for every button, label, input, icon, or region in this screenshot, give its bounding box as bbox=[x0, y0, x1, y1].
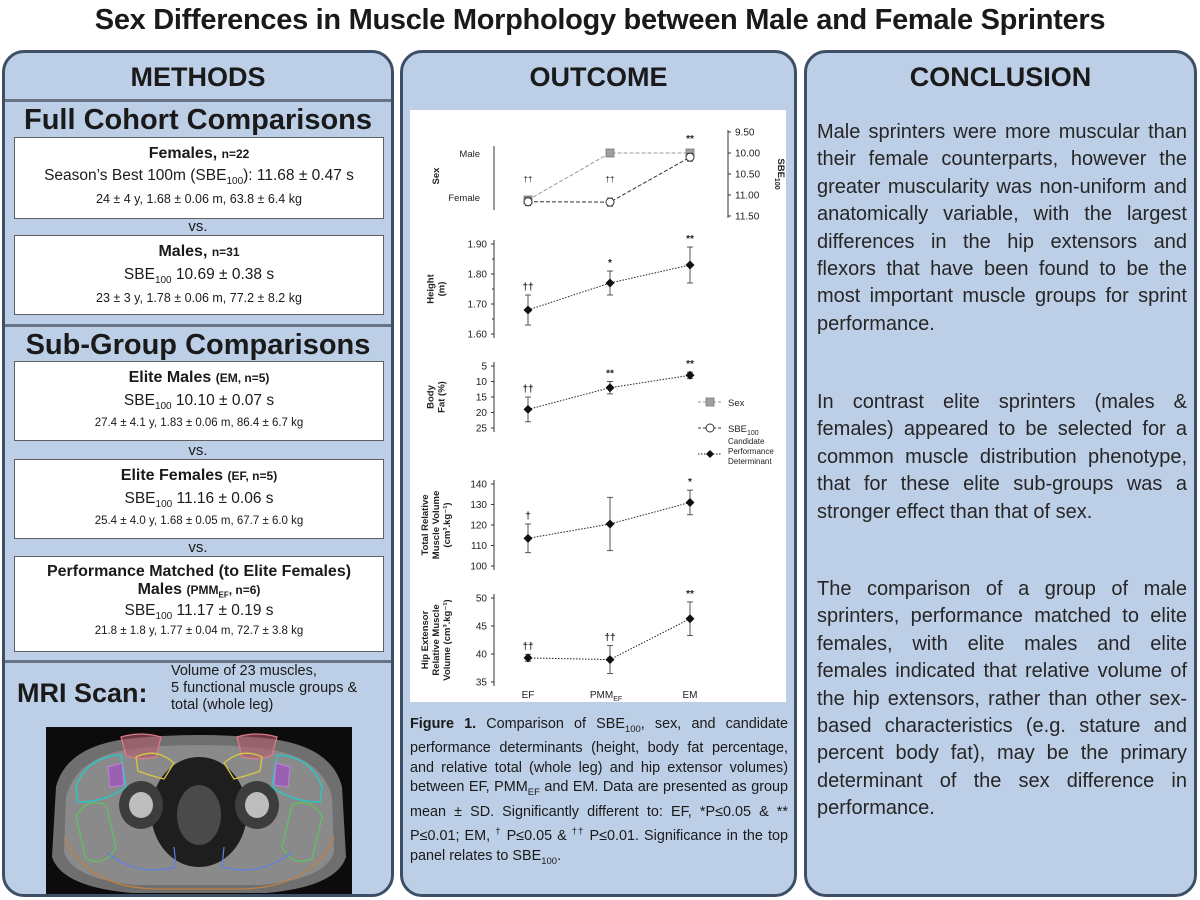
y-tick-label: 20 bbox=[475, 408, 487, 419]
y-tick-label: 35 bbox=[475, 677, 487, 689]
sbe-point bbox=[686, 153, 694, 161]
mri-title: MRI Scan: bbox=[17, 678, 148, 708]
elite-females-sbe: SBE bbox=[124, 490, 156, 507]
data-point bbox=[606, 383, 615, 392]
y-tick-label: 110 bbox=[471, 541, 487, 552]
elite-females-sbe-sub: 100 bbox=[155, 499, 173, 511]
elite-females-stats: 25.4 ± 4.0 y, 1.68 ± 0.05 m, 67.7 ± 6.0 kg bbox=[94, 515, 304, 528]
y-tick-label: 140 bbox=[470, 479, 487, 491]
males-sbe-sub: 100 bbox=[154, 275, 172, 287]
poster-title: Sex Differences in Muscle Morphology between Male and Female Sprinters bbox=[94, 4, 1106, 36]
data-point bbox=[524, 534, 533, 543]
sub-group-title: Sub-Group Comparisons bbox=[25, 329, 371, 361]
pm-males-sbe-value: 11.17 ± 0.19 s bbox=[172, 602, 274, 620]
data-point bbox=[524, 306, 533, 315]
y-tick-label: 45 bbox=[475, 621, 487, 633]
mri-scan-image bbox=[46, 727, 352, 895]
sbe-point bbox=[606, 198, 614, 206]
y-tick-label: 40 bbox=[475, 649, 487, 661]
series-line bbox=[528, 375, 690, 409]
elite-males-sbe-value: 10.10 ± 0.07 s bbox=[171, 392, 275, 409]
males-sbe-value: 10.69 ± 0.38 s bbox=[171, 266, 275, 283]
significance-marker: ** bbox=[686, 588, 694, 600]
significance-marker: ** bbox=[606, 368, 614, 380]
y-tick-label: 10 bbox=[475, 377, 487, 388]
data-point bbox=[686, 261, 695, 270]
males-sbe: SBE bbox=[123, 266, 155, 283]
legend-cpd-label-3: Determinant bbox=[728, 457, 772, 466]
legend-sbe-label: $SBE_{100}$ bbox=[728, 424, 759, 437]
vs-label: vs. bbox=[188, 218, 208, 235]
males-box bbox=[14, 235, 384, 315]
vs-label-2: vs. bbox=[188, 442, 208, 459]
y-axis-label-line: Muscle Volume bbox=[431, 490, 442, 560]
data-point bbox=[686, 614, 695, 623]
males-label: Males, bbox=[158, 243, 208, 260]
females-label: Females, bbox=[148, 145, 218, 162]
y2-tick-label: 10.50 bbox=[735, 169, 761, 181]
elite-males-box bbox=[14, 361, 384, 441]
significance-marker: ** bbox=[686, 359, 694, 371]
significance-marker: † bbox=[525, 510, 531, 522]
elite-males-tag: (EM, n=5) bbox=[215, 371, 270, 385]
significance-marker: †† bbox=[522, 384, 534, 395]
y-axis-label bbox=[420, 491, 453, 559]
conclusion-paragraph-1: Male sprinters were more muscular than their female counterparts, however the greater muscularity was non-uniform and anatomically variable, with the largest differences in the hip extensors and flexors that have been found to be the most important muscle groups for sprint performance. bbox=[817, 121, 1187, 335]
y-axis-label-line: Volume (cm³.kg⁻¹) bbox=[442, 599, 453, 681]
legend-sex-marker bbox=[706, 398, 714, 406]
elite-females-box bbox=[14, 459, 384, 539]
y-tick-label: 100 bbox=[470, 561, 487, 573]
y2-axis-label-text: $SBE_{100}$ bbox=[773, 158, 786, 190]
y-axis-label-line: Height bbox=[425, 274, 437, 304]
data-point bbox=[686, 498, 695, 507]
mri-description bbox=[171, 663, 386, 714]
y-axis-label bbox=[426, 381, 448, 413]
females-sb-sub: 100 bbox=[226, 176, 244, 188]
y-tick-label: 1.70 bbox=[467, 299, 487, 311]
y-axis-label-line: Body bbox=[425, 385, 437, 409]
significance-marker: †† bbox=[522, 641, 534, 653]
pm-males-tag: ($PMM_{EF}$, n=6) bbox=[186, 583, 261, 600]
y-axis-label-line: (m) bbox=[436, 281, 448, 297]
y2-tick-label: 11.50 bbox=[735, 211, 760, 223]
males-stats: 23 ± 3 y, 1.78 ± 0.06 m, 77.2 ± 8.2 kg bbox=[96, 291, 302, 306]
significance-marker: * bbox=[688, 477, 692, 489]
elite-males-sbe-sub: 100 bbox=[154, 401, 172, 413]
y-tick-label: 50 bbox=[475, 593, 487, 605]
males-n: n=31 bbox=[211, 245, 240, 259]
y-tick-label: 120 bbox=[470, 520, 487, 532]
figure-1 bbox=[410, 110, 786, 702]
y-axis-label bbox=[420, 599, 453, 680]
legend-cpd-label-1: Candidate bbox=[728, 437, 765, 446]
y-tick-label: 1.60 bbox=[467, 329, 487, 341]
pm-males-label-2: Males bbox=[137, 581, 183, 598]
full-cohort-title: Full Cohort Comparisons bbox=[24, 104, 372, 136]
x-tick-label: EM bbox=[682, 690, 698, 701]
y-axis-label bbox=[426, 273, 448, 303]
conclusion-paragraph-3: The comparison of a group of male sprinters, performance matched to elite females, with elite males and elite females indicated that relative volume of the hip extensors, rather than other sex-based characteristics (e.g. stature and percent body fat), may be the primary determinant of the sex difference in performance. bbox=[817, 578, 1187, 820]
figure-1-chart bbox=[410, 110, 786, 702]
legend-sex-label: Sex bbox=[728, 398, 745, 409]
y-tick-label: Female bbox=[448, 193, 480, 204]
legend-cpd-label-2: Performance bbox=[728, 447, 774, 456]
pm-males-box bbox=[14, 556, 384, 652]
y2-tick-label: 11.00 bbox=[735, 190, 760, 202]
y-tick-label: 15 bbox=[475, 392, 487, 404]
y2-axis-label bbox=[773, 158, 786, 189]
y-tick-label: 1.80 bbox=[467, 269, 487, 281]
elite-females-label: Elite Females bbox=[120, 467, 224, 484]
vs-label-3: vs. bbox=[188, 539, 208, 556]
y-axis-label-line: Fat (%) bbox=[436, 381, 448, 413]
conclusion-paragraph-2: In contrast elite sprinters (males & females) appeared to be selected for a common muscle distribution phenotype, that for these elite sub-groups was a stronger effect than that of sex. bbox=[817, 391, 1187, 523]
outcome-heading: OUTCOME bbox=[529, 62, 668, 92]
methods-divider-2 bbox=[5, 324, 391, 327]
elite-males-label: Elite Males bbox=[128, 369, 212, 386]
significance-marker: * bbox=[608, 258, 612, 269]
significance-marker: †† bbox=[522, 282, 534, 293]
data-point bbox=[606, 655, 615, 664]
x-tick-label: EF bbox=[521, 690, 535, 701]
conclusion-heading: CONCLUSION bbox=[909, 62, 1092, 92]
y-tick-label: 1.90 bbox=[467, 239, 487, 251]
elite-females-tag: (EF, n=5) bbox=[227, 469, 278, 483]
data-point bbox=[606, 519, 615, 528]
methods-heading: METHODS bbox=[130, 62, 266, 92]
pm-males-label-1: Performance Matched (to Elite Females) bbox=[46, 563, 352, 580]
females-sb-prefix: Season’s Best 100m (SBE bbox=[44, 167, 227, 184]
y-axis-label-line: Sex bbox=[431, 167, 442, 185]
females-box bbox=[14, 137, 384, 219]
methods-panel bbox=[2, 50, 394, 897]
elite-females-sbe-value: 11.16 ± 0.06 s bbox=[172, 490, 274, 507]
significance-marker: ** bbox=[686, 134, 694, 145]
series-line bbox=[528, 265, 690, 310]
y-axis-label bbox=[431, 167, 442, 185]
y-axis-label-line: (cm³.kg⁻¹) bbox=[442, 502, 453, 548]
females-stats: 24 ± 4 y, 1.68 ± 0.06 m, 63.8 ± 6.4 kg bbox=[96, 192, 302, 207]
pm-males-sbe: SBE bbox=[124, 602, 156, 620]
significance-marker: †† bbox=[605, 175, 615, 184]
legend-sbe-marker bbox=[706, 424, 714, 432]
x-tick-label-sub: EF bbox=[613, 696, 623, 702]
sex-point bbox=[606, 149, 614, 157]
pm-males-stats: 21.8 ± 1.8 y, 1.77 ± 0.04 m, 72.7 ± 3.8 kg bbox=[94, 625, 304, 638]
pm-males-sbe-sub: 100 bbox=[155, 611, 173, 623]
sbe-point bbox=[524, 198, 532, 206]
females-n: n=22 bbox=[221, 147, 250, 161]
y-tick-label: 5 bbox=[481, 361, 487, 373]
y-axis-label-line: Total Relative bbox=[420, 494, 431, 556]
series-line bbox=[528, 502, 690, 538]
y2-tick-label: 9.50 bbox=[735, 127, 755, 139]
elite-males-sbe: SBE bbox=[123, 392, 155, 409]
y-tick-label: 25 bbox=[475, 423, 487, 435]
significance-marker: †† bbox=[604, 632, 616, 644]
y-tick-label: Male bbox=[459, 149, 480, 160]
legend-cpd-marker bbox=[706, 450, 714, 458]
significance-marker: †† bbox=[523, 175, 533, 184]
y-axis-label-line: Hip Extensor bbox=[420, 610, 431, 670]
legend-sbe-sub: 100 bbox=[747, 430, 759, 437]
mri-line-2: 5 functional muscle groups & bbox=[171, 680, 358, 696]
methods-divider bbox=[5, 99, 391, 102]
y-axis-label-line: Relative Muscle bbox=[431, 604, 442, 676]
data-point bbox=[686, 371, 695, 380]
data-point bbox=[606, 279, 615, 288]
y2-tick-label: 10.00 bbox=[735, 148, 761, 160]
females-sb-value: ): 11.68 ± 0.47 s bbox=[243, 167, 354, 184]
elite-males-stats: 27.4 ± 4.1 y, 1.83 ± 0.06 m, 86.4 ± 6.7 kg bbox=[94, 417, 304, 430]
data-point bbox=[524, 653, 533, 662]
y2-axis-label-sub: 100 bbox=[773, 177, 780, 190]
mri-line-1: Volume of 23 muscles, bbox=[171, 663, 317, 679]
data-point bbox=[524, 405, 533, 414]
significance-marker: ** bbox=[686, 234, 694, 245]
x-tick-label: $PMM_{EF}$ bbox=[589, 690, 623, 702]
figure-caption: Figure 1. Comparison of $SBE_{100}$, sex, and candidate performance determinants (height, body fat percentage, and relative total (whole leg) and hip extensor volumes) between EF, $PMM_{EF}$ and EM. Data are presented as group mean ± SD. Significantly different to: EF, *P≤0.05 & ** P≤0.01; EM, † P≤0.05 & †† P≤0.01. Significance in the top panel relates to $SBE_{100}$. bbox=[410, 716, 789, 867]
figure-caption-label: Figure 1. bbox=[410, 716, 477, 732]
mri-line-3: total (whole leg) bbox=[171, 697, 274, 713]
y-tick-label: 130 bbox=[470, 500, 487, 511]
conclusion-panel bbox=[804, 50, 1197, 897]
outcome-panel bbox=[400, 50, 797, 897]
